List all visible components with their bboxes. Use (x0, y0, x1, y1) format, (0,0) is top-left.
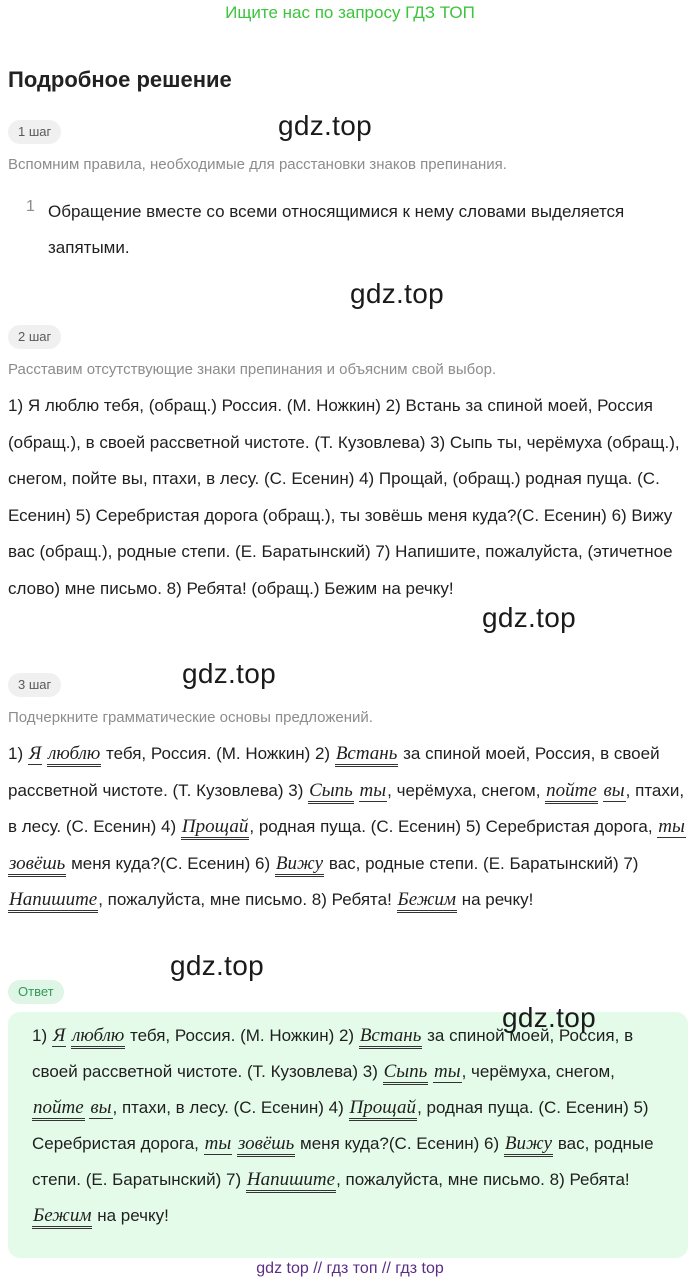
step-2-description: Расставим отсутствующие знаки препинания и объясним свой выбор. (8, 361, 497, 378)
step-1-description: Вспомним правила, необходимые для расстановки знаков препинания. (8, 156, 507, 173)
step-3-predicate: Сыпь (308, 780, 354, 804)
answer-subject: ты (204, 1133, 232, 1154)
answer-text-fragment: , пожалуйста, мне письмо. 8) Ребята! (336, 1170, 630, 1189)
answer-text-fragment: на речку! (92, 1206, 169, 1225)
step-3-predicate: Прощай (181, 816, 250, 840)
answer-subject: вы (90, 1097, 112, 1118)
answer-text-fragment: за спиной моей, Россия, в своей рассветной чистоте. (Т. Кузовлева) 3) (32, 1026, 634, 1081)
step-3-text-fragment: тебя, Россия. (М. Ножкин) 2) (101, 744, 335, 763)
answer-text-fragment: , черёмуха, снегом, (461, 1062, 615, 1081)
step-3-predicate: Встань (335, 743, 399, 767)
answer-box (8, 1012, 688, 1258)
rule-text: Обращение вместе со всеми относящимися к нему словами выделяется запятыми. (48, 202, 625, 257)
step-3-text-fragment: , птахи, в лесу. (С. Есенин) 4) (8, 780, 685, 836)
answer-text-fragment: меня куда?(С. Есенин) 6) (295, 1134, 504, 1153)
answer-subject: Я (52, 1025, 66, 1046)
answer-text-fragment: 1) (32, 1026, 52, 1045)
watermark: gdz.top (350, 278, 444, 309)
step-3-text-fragment (354, 781, 359, 800)
step-3-text-fragment: вас, родные степи. (Е. Баратынский) 7) (324, 853, 639, 873)
answer-predicate: Сыпь (383, 1061, 429, 1085)
answer-text (32, 1018, 668, 1234)
answer-predicate: зовёшь (237, 1133, 295, 1157)
footer-links: gdz top // гдз топ // гдз top (256, 1260, 444, 1277)
section-title: Подробное решение (8, 67, 232, 92)
step-3-predicate: Напишите (8, 889, 98, 913)
step-3-predicate: пойте (545, 780, 598, 804)
step-3-text-fragment: , родная пуща. (С. Есенин) 5) Серебристая дорога, (249, 817, 658, 836)
step-3-predicate: Бежим (397, 889, 457, 913)
answer-text-fragment: вас, родные степи. (Е. Баратынский) 7) (32, 1134, 654, 1189)
step-3-subject: ты (658, 816, 685, 837)
answer-predicate: Бежим (32, 1205, 92, 1229)
step-3-text-fragment: за спиной моей, Россия, в своей рассветной чистоте. (Т. Кузовлева) 3) (8, 744, 660, 800)
step-3-text-fragment: 1) (8, 744, 28, 763)
step-3-predicate: зовёшь (8, 853, 66, 877)
answer-text-fragment: , птахи, в лесу. (С. Есенин) 4) (112, 1098, 349, 1117)
answer-text-fragment: , родная пуща. (С. Есенин) 5) Серебристая дорога, (32, 1098, 649, 1153)
answer-predicate: люблю (71, 1025, 125, 1049)
step-3-subject: Я (28, 743, 42, 764)
watermark: gdz.top (170, 950, 264, 981)
top-banner: Ищите нас по запросу ГДЗ ТОП (225, 3, 475, 22)
step-3-predicate: Вижу (275, 853, 324, 877)
step-3-text (8, 736, 692, 919)
watermark: gdz.top (482, 602, 576, 633)
watermark: gdz.top (182, 658, 276, 689)
step-2-text: 1) Я люблю тебя, (обращ.) Россия. (М. Ножкин) 2) Встань за спиной моей, Россия (обращ.), в своей рассветной чистоте. (Т. Кузовлева) 3) Сыпь ты, черёмуха (обращ.), снегом, пойте вы, птахи, в лесу. (С. Есенин) 4) Прощай, (обращ.) родная пуща. (С. Есенин) 5) Серебристая дорога (обращ.), ты зовёшь меня куда?(С. Есенин) 6) Вижу вас (обращ.), родные степи. (Е. Баратынский) 7) Напишите, пожалуйста, (этичетное слово) мне письмо. 8) Ребята! (обращ.) Бежим на речку! (8, 396, 680, 598)
step-3-subject: ты (359, 779, 387, 801)
rules-list (8, 194, 688, 266)
answer-subject: ты (434, 1061, 461, 1082)
answer-predicate: пойте (32, 1097, 85, 1121)
step-3-text-fragment: , пожалуйста, мне письмо. 8) Ребята! (98, 890, 397, 909)
step-3-badge: 3 шаг (8, 673, 61, 697)
step-3-text-fragment: , черёмуха, снегом, (387, 780, 546, 800)
step-3-description: Подчеркните грамматические основы предложений. (8, 709, 373, 726)
answer-text-fragment: тебя, Россия. (М. Ножкин) 2) (125, 1026, 359, 1045)
step-1-badge: 1 шаг (8, 120, 61, 144)
step-2-badge: 2 шаг (8, 325, 61, 349)
answer-predicate: Встань (359, 1025, 423, 1049)
step-3-predicate: люблю (47, 743, 101, 767)
step-3-text-fragment: меня куда?(С. Есенин) 6) (66, 853, 275, 873)
answer-predicate: Напишите (246, 1169, 336, 1193)
step-3-text-fragment (598, 781, 603, 800)
answer-predicate: Вижу (504, 1133, 553, 1157)
step-3-subject: вы (603, 779, 625, 801)
answer-predicate: Прощай (349, 1097, 418, 1121)
answer-badge: Ответ (8, 980, 64, 1004)
watermark: gdz.top (278, 110, 372, 141)
watermark: gdz.top (502, 1002, 596, 1033)
step-3-text-fragment: на речку! (457, 890, 534, 909)
rule-number: 1 (26, 198, 35, 215)
